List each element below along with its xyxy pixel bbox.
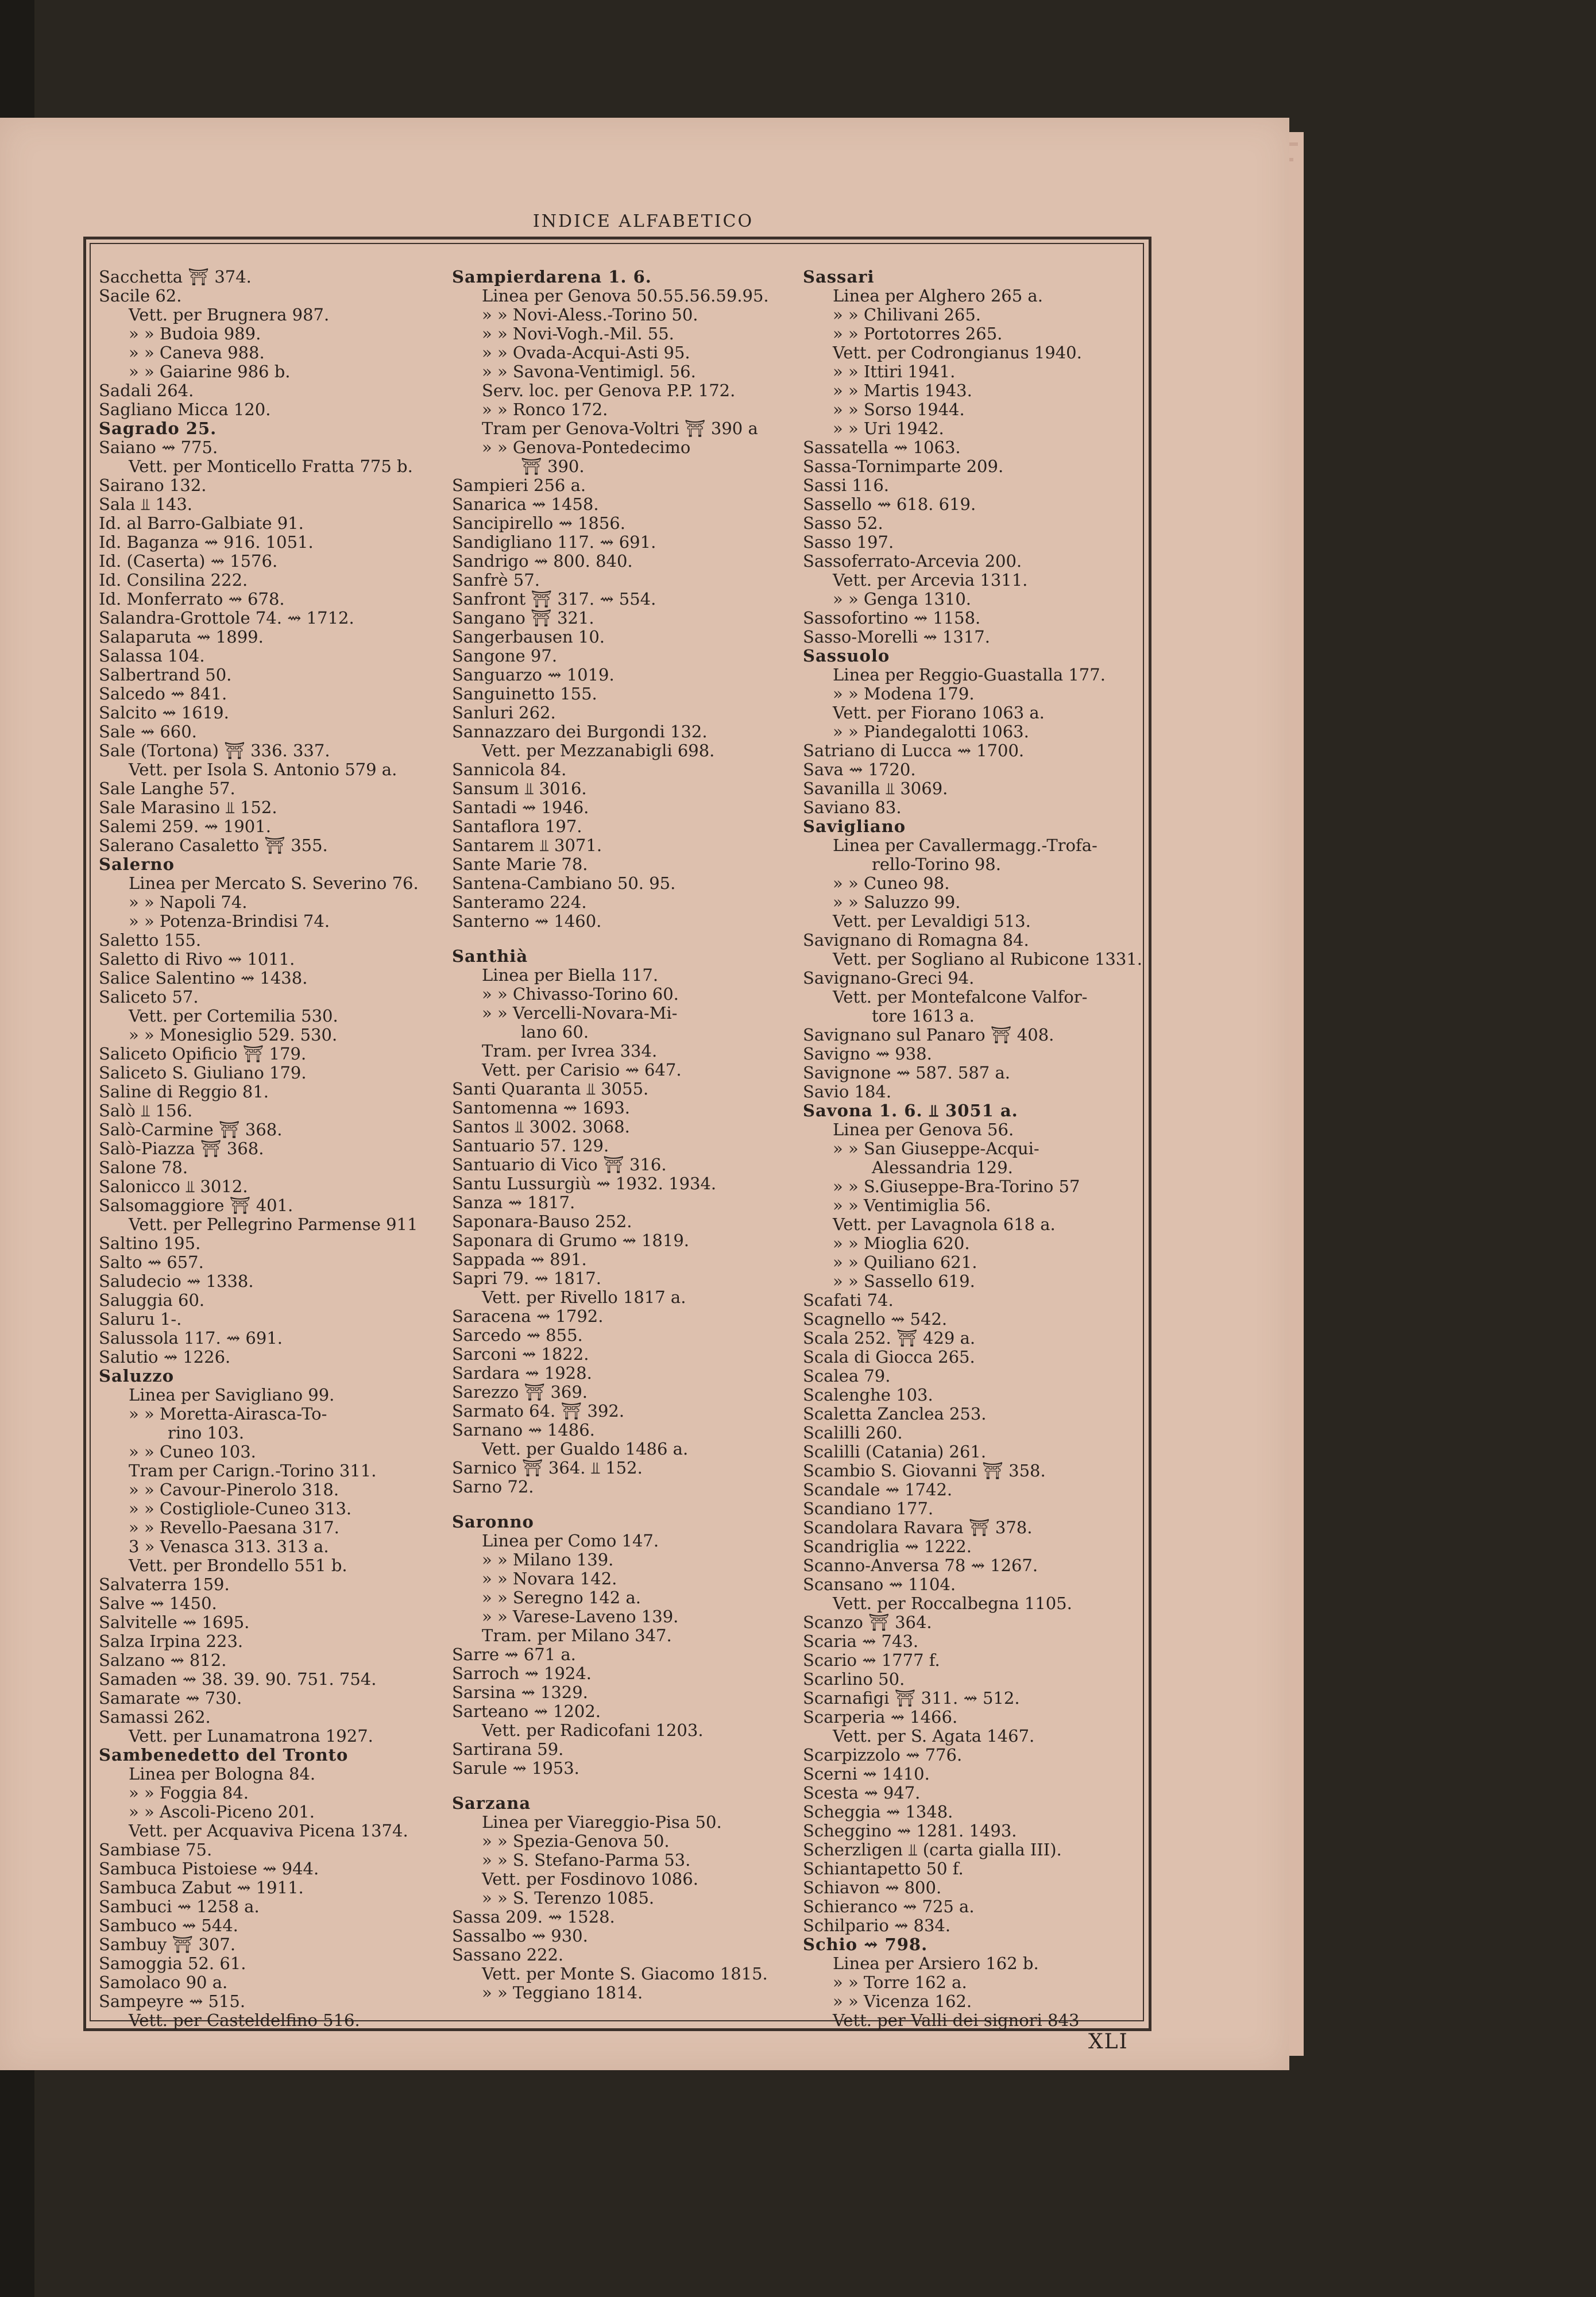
index-entry: » » Foggia 84. <box>129 1783 249 1803</box>
index-entry: » » Cuneo 98. <box>833 873 950 893</box>
index-entry: Sava ⇝ 1720. <box>803 760 916 779</box>
index-entry: Vett. per Sogliano al Rubicone 1331. <box>833 949 1142 969</box>
index-entry: Sale Langhe 57. <box>99 779 235 798</box>
index-entry: Linea per Cavallermagg.-Trofa- <box>833 836 1098 855</box>
index-entry: Salò-Carmine ⛩ 368. <box>99 1120 283 1139</box>
index-entry: » » Seregno 142 a. <box>482 1588 641 1607</box>
index-heading: Sambenedetto del Tronto <box>99 1745 349 1765</box>
index-entry: Scandolara Ravara ⛩ 378. <box>803 1518 1033 1537</box>
index-entry: Scanzo ⛩ 364. <box>803 1612 932 1632</box>
index-entry: Vett. per Roccalbegna 1105. <box>833 1594 1072 1613</box>
page-header: INDICE ALFABETICO <box>532 211 754 231</box>
index-entry: Schieranco ⇝ 725 a. <box>803 1897 975 1916</box>
index-entry: Serv. loc. per Genova P.P. 172. <box>482 381 736 400</box>
index-entry: Salvaterra 159. <box>99 1575 230 1594</box>
index-entry: Sarteano ⇝ 1202. <box>452 1702 601 1721</box>
index-entry: Satriano di Lucca ⇝ 1700. <box>803 741 1025 760</box>
index-entry: » » Savona-Ventimigl. 56. <box>482 362 696 381</box>
index-entry: Id. Consilina 222. <box>99 570 248 590</box>
index-entry: Schilpario ⇝ 834. <box>803 1916 951 1935</box>
index-entry: Sarno 72. <box>452 1477 534 1496</box>
index-entry: Saltino 195. <box>99 1233 201 1253</box>
index-entry: Linea per Viareggio-Pisa 50. <box>482 1812 722 1832</box>
index-column-2 <box>452 268 802 2002</box>
index-entry: Vett. per Casteldelfino 516. <box>129 2010 360 2030</box>
index-entry: Salussola 117. ⇝ 691. <box>99 1328 283 1348</box>
index-entry: Salve ⇝ 1450. <box>99 1594 217 1613</box>
index-entry: Santi Quaranta ⫫ 3055. <box>452 1079 649 1099</box>
index-entry: Scerni ⇝ 1410. <box>803 1764 930 1784</box>
index-entry: Scanno-Anversa 78 ⇝ 1267. <box>803 1556 1038 1575</box>
index-entry: Scandale ⇝ 1742. <box>803 1480 953 1499</box>
index-entry: Linea per Bologna 84. <box>129 1764 316 1784</box>
index-entry: Sancipirello ⇝ 1856. <box>452 513 625 533</box>
index-entry: Sarule ⇝ 1953. <box>452 1758 579 1778</box>
spacer <box>452 1778 802 1794</box>
index-entry: Santadi ⇝ 1946. <box>452 798 589 817</box>
index-heading: Savona 1. 6. ⫫ 3051 a. <box>803 1101 1018 1120</box>
index-entry: Santena-Cambiano 50. 95. <box>452 873 676 893</box>
index-entry: » » Costigliole-Cuneo 313. <box>129 1499 352 1518</box>
index-entry: Santuario 57. 129. <box>452 1136 609 1155</box>
index-entry: Sasso-Morelli ⇝ 1317. <box>803 627 990 647</box>
index-entry: Sambuy ⛩ 307. <box>99 1935 236 1954</box>
index-entry: Sassalbo ⇝ 930. <box>452 1926 588 1946</box>
index-entry: Scafati 74. <box>803 1290 894 1310</box>
index-entry: » » Modena 179. <box>833 684 975 703</box>
index-entry: » » Novi-Aless.-Torino 50. <box>482 305 698 324</box>
index-entry: Sarmato 64. ⛩ 392. <box>452 1401 625 1421</box>
index-entry: Vett. per Fosdinovo 1086. <box>482 1869 698 1889</box>
index-entry: Saluru 1-. <box>99 1309 182 1329</box>
index-entry: Santaflora 197. <box>452 817 582 836</box>
index-entry: Sassa 209. ⇝ 1528. <box>452 1907 615 1927</box>
index-entry: Santerno ⇝ 1460. <box>452 911 602 931</box>
index-entry: Samaden ⇝ 38. 39. 90. 751. 754. <box>99 1669 377 1689</box>
index-entry: Scalea 79. <box>803 1366 891 1386</box>
index-entry: Vett. per Monte S. Giacomo 1815. <box>482 1964 768 1983</box>
index-entry: Sadali 264. <box>99 381 194 400</box>
index-entry: Sanguinetto 155. <box>452 684 597 703</box>
index-entry: Id. Monferrato ⇝ 678. <box>99 589 285 609</box>
index-entry: Savigno ⇝ 938. <box>803 1044 932 1064</box>
index-entry: Tram. per Ivrea 334. <box>482 1041 658 1061</box>
index-entry: Santos ⫫ 3002. 3068. <box>452 1117 630 1136</box>
index-entry: » » Uri 1942. <box>833 419 944 438</box>
index-entry: Vett. per Mezzanabigli 698. <box>482 741 715 760</box>
index-entry: » » Sorso 1944. <box>833 400 965 419</box>
index-entry: » » Cavour-Pinerolo 318. <box>129 1480 339 1499</box>
index-entry: » » Gaiarine 986 b. <box>129 362 291 381</box>
index-entry: Saracena ⇝ 1792. <box>452 1306 604 1326</box>
index-entry: Linea per Savigliano 99. <box>129 1385 335 1405</box>
index-entry: Vett. per Brugnera 987. <box>129 305 330 324</box>
index-entry: Scesta ⇝ 947. <box>803 1783 921 1803</box>
index-entry: Sanza ⇝ 1817. <box>452 1193 575 1212</box>
index-entry: » » S.Giuseppe-Bra-Torino 57 <box>833 1177 1080 1196</box>
index-entry: Vett. per Lunamatrona 1927. <box>129 1726 373 1746</box>
index-entry: » » Milano 139. <box>482 1550 614 1569</box>
index-entry: Sanluri 262. <box>452 703 556 722</box>
index-heading: Saluzzo <box>99 1366 175 1386</box>
index-entry: Linea per Alghero 265 a. <box>833 286 1043 306</box>
index-entry: Sarroch ⇝ 1924. <box>452 1664 592 1683</box>
index-entry: Vett. per Lavagnola 618 a. <box>833 1215 1056 1234</box>
index-entry: » » Ronco 172. <box>482 400 608 419</box>
index-entry: Linea per Biella 117. <box>482 965 659 985</box>
index-entry: Vett. per S. Agata 1467. <box>833 1726 1035 1746</box>
index-entry: Saliceto 57. <box>99 987 199 1007</box>
index-entry: Scarpizzolo ⇝ 776. <box>803 1745 963 1765</box>
index-entry: » » Chilivani 265. <box>833 305 981 324</box>
index-entry: Salza Irpina 223. <box>99 1631 244 1651</box>
index-entry: Scarperia ⇝ 1466. <box>803 1707 958 1727</box>
index-entry: » » Ovada-Acqui-Asti 95. <box>482 343 690 362</box>
index-entry: Sairano 132. <box>99 475 207 495</box>
index-entry: » » Vicenza 162. <box>833 1991 972 2011</box>
index-entry: » » Genova-Pontedecimo <box>482 438 691 457</box>
index-entry: Sasso 52. <box>803 513 883 533</box>
index-entry: Sarconi ⇝ 1822. <box>452 1344 589 1364</box>
index-entry: Sapri 79. ⇝ 1817. <box>452 1269 601 1288</box>
index-entry: Linea per Reggio-Guastalla 177. <box>833 665 1106 685</box>
index-heading: Schio ⇝ 798. <box>803 1935 928 1954</box>
index-entry: Savignano-Greci 94. <box>803 968 975 988</box>
index-entry: Sarnano ⇝ 1486. <box>452 1420 595 1440</box>
index-entry: tore 1613 a. <box>872 1006 975 1026</box>
index-entry: » » Napoli 74. <box>129 892 248 912</box>
index-heading: Saronno <box>452 1512 534 1532</box>
index-entry: Schiantapetto 50 f. <box>803 1859 964 1878</box>
index-entry: Sardara ⇝ 1928. <box>452 1363 592 1383</box>
index-entry: Sambuci ⇝ 1258 a. <box>99 1897 260 1916</box>
index-entry: Scandriglia ⇝ 1222. <box>803 1537 972 1556</box>
index-entry: Alessandria 129. <box>872 1158 1013 1177</box>
index-entry: » » Spezia-Genova 50. <box>482 1831 670 1851</box>
index-entry: Scario ⇝ 1777 f. <box>803 1650 940 1670</box>
index-entry: Sarsina ⇝ 1329. <box>452 1683 588 1702</box>
index-entry: Salbertrand 50. <box>99 665 232 685</box>
index-entry: Id. al Barro-Galbiate 91. <box>99 513 304 533</box>
index-heading: Sassuolo <box>803 646 890 666</box>
index-entry: Scagnello ⇝ 542. <box>803 1309 948 1329</box>
index-entry: Linea per Mercato S. Severino 76. <box>129 873 419 893</box>
index-entry: » » Genga 1310. <box>833 589 972 609</box>
index-entry: » » Torre 162 a. <box>833 1973 967 1992</box>
index-entry: Sarcedo ⇝ 855. <box>452 1325 583 1345</box>
index-column-3 <box>803 268 1153 2030</box>
index-entry: » » Portotorres 265. <box>833 324 1003 343</box>
index-entry: Vett. per Gualdo 1486 a. <box>482 1439 689 1459</box>
index-entry: Linea per Genova 50.55.56.59.95. <box>482 286 769 306</box>
index-entry: Vett. per Levaldigi 513. <box>833 911 1031 931</box>
index-entry: Tram per Genova-Voltri ⛩ 390 a <box>482 419 758 438</box>
index-entry: Salutio ⇝ 1226. <box>99 1347 231 1367</box>
index-entry: Sansum ⫫ 3016. <box>452 779 587 798</box>
index-entry: Sandigliano 117. ⇝ 691. <box>452 532 656 552</box>
index-entry: Vett. per Codrongianus 1940. <box>833 343 1082 362</box>
index-entry: » » Vercelli-Novara-Mi- <box>482 1003 678 1023</box>
index-entry: Sangano ⛩ 321. <box>452 608 594 628</box>
index-entry: » » Chivasso-Torino 60. <box>482 984 679 1004</box>
spacer <box>452 931 802 947</box>
index-entry: Samolaco 90 a. <box>99 1973 228 1992</box>
index-entry: » » Quiliano 621. <box>833 1252 977 1272</box>
index-entry: Vett. per Brondello 551 b. <box>129 1556 347 1575</box>
index-entry: Sassello ⇝ 618. 619. <box>803 494 976 514</box>
index-entry: Vett. per Cortemilia 530. <box>129 1006 338 1026</box>
index-column-1 <box>99 268 449 2030</box>
index-entry: » » S. Stefano-Parma 53. <box>482 1850 691 1870</box>
index-entry: Sangerbausen 10. <box>452 627 605 647</box>
index-entry: Salzano ⇝ 812. <box>99 1650 227 1670</box>
index-entry: Saludecio ⇝ 1338. <box>99 1271 254 1291</box>
index-entry: Sassofortino ⇝ 1158. <box>803 608 981 628</box>
index-entry: rello-Torino 98. <box>872 854 1001 874</box>
index-entry: Saluggia 60. <box>99 1290 205 1310</box>
index-entry: Santu Lussurgiù ⇝ 1932. 1934. <box>452 1174 717 1193</box>
index-entry: Salaparuta ⇝ 1899. <box>99 627 264 647</box>
index-entry: Sambiase 75. <box>99 1840 212 1859</box>
index-entry: Scala di Giocca 265. <box>803 1347 975 1367</box>
index-entry: Saviano 83. <box>803 798 902 817</box>
index-entry: Sanguarzo ⇝ 1019. <box>452 665 615 685</box>
index-entry: » » S. Terenzo 1085. <box>482 1888 655 1908</box>
index-entry: Sasso 197. <box>803 532 894 552</box>
index-entry: » » Ascoli-Piceno 201. <box>129 1802 315 1822</box>
index-entry: Salonicco ⫫ 3012. <box>99 1177 248 1196</box>
index-entry: Sale Marasino ⫫ 152. <box>99 798 277 817</box>
index-entry: Scarlino 50. <box>803 1669 905 1689</box>
index-entry: Sandrigo ⇝ 800. 840. <box>452 551 633 571</box>
index-entry: Id. (Caserta) ⇝ 1576. <box>99 551 278 571</box>
index-entry: ⛩ 390. <box>521 457 585 476</box>
index-entry: Santeramo 224. <box>452 892 587 912</box>
index-entry: » » Monesiglio 529. 530. <box>129 1025 338 1045</box>
index-entry: » » San Giuseppe-Acqui- <box>833 1139 1039 1158</box>
index-entry: Scaria ⇝ 743. <box>803 1631 919 1651</box>
index-entry: Saiano ⇝ 775. <box>99 438 218 457</box>
index-entry: Samassi 262. <box>99 1707 211 1727</box>
index-entry: rino 103. <box>168 1423 245 1443</box>
index-entry: 3 » Venasca 313. 313 a. <box>129 1537 329 1556</box>
index-entry: Salcedo ⇝ 841. <box>99 684 227 703</box>
index-entry: Sanarica ⇝ 1458. <box>452 494 599 514</box>
index-entry: » » Ittiri 1941. <box>833 362 956 381</box>
index-heading: Savigliano <box>803 817 906 836</box>
index-entry: Scambio S. Giovanni ⛩ 358. <box>803 1461 1046 1480</box>
index-entry: Sale ⇝ 660. <box>99 722 197 741</box>
index-entry: Sannicola 84. <box>452 760 567 779</box>
index-entry: Salerano Casaletto ⛩ 355. <box>99 836 328 855</box>
index-entry: Salassa 104. <box>99 646 205 666</box>
index-entry: Salvitelle ⇝ 1695. <box>99 1612 250 1632</box>
index-entry: Linea per Arsiero 162 b. <box>833 1954 1039 1973</box>
index-entry: » » Martis 1943. <box>833 381 972 400</box>
index-entry: Sanfront ⛩ 317. ⇝ 554. <box>452 589 656 609</box>
index-entry: Id. Baganza ⇝ 916. 1051. <box>99 532 314 552</box>
index-entry: Saponara di Grumo ⇝ 1819. <box>452 1231 689 1250</box>
index-entry: Vett. per Pellegrino Parmense 911 <box>129 1215 418 1234</box>
index-entry: » » Mioglia 620. <box>833 1233 970 1253</box>
index-entry: » » Sassello 619. <box>833 1271 975 1291</box>
index-heading: Sampierdarena 1. 6. <box>452 267 652 287</box>
index-entry: Samarate ⇝ 730. <box>99 1688 242 1708</box>
index-entry: Sambuco ⇝ 544. <box>99 1916 238 1935</box>
index-entry: Sambuca Zabut ⇝ 1911. <box>99 1878 304 1897</box>
index-entry: Vett. per Fiorano 1063 a. <box>833 703 1045 722</box>
index-entry: » » Cuneo 103. <box>129 1442 256 1461</box>
index-entry: » » Budoia 989. <box>129 324 261 343</box>
index-heading: Sassari <box>803 267 875 287</box>
index-entry: Scheggia ⇝ 1348. <box>803 1802 953 1822</box>
page-number: XLI <box>1088 2030 1129 2054</box>
index-entry: Saletto 155. <box>99 930 202 950</box>
index-entry: Sartirana 59. <box>452 1739 564 1759</box>
index-entry: Salsomaggiore ⛩ 401. <box>99 1196 293 1215</box>
index-entry: Tram per Carign.-Torino 311. <box>129 1461 377 1480</box>
index-entry: Vett. per Acquaviva Picena 1374. <box>129 1821 408 1840</box>
index-entry: Samoggia 52. 61. <box>99 1954 246 1973</box>
index-heading: Salerno <box>99 854 175 874</box>
index-entry: Santuario di Vico ⛩ 316. <box>452 1155 667 1174</box>
index-entry: Salandra-Grottole 74. ⇝ 1712. <box>99 608 354 628</box>
index-entry: » » Revello-Paesana 317. <box>129 1518 339 1537</box>
index-entry: Scala 252. ⛩ 429 a. <box>803 1328 976 1348</box>
index-entry: Sassano 222. <box>452 1945 564 1965</box>
index-entry: Sassoferrato-Arcevia 200. <box>803 551 1022 571</box>
index-entry: Saline di Reggio 81. <box>99 1082 269 1101</box>
index-entry: Scherzligen ⫫ (carta gialla III). <box>803 1840 1062 1859</box>
index-entry: » » Caneva 988. <box>129 343 265 362</box>
index-entry: Sacchetta ⛩ 374. <box>99 267 252 287</box>
index-entry: Sassa-Tornimparte 209. <box>803 457 1004 476</box>
index-entry: Scaletta Zanclea 253. <box>803 1404 987 1424</box>
index-entry: Linea per Como 147. <box>482 1531 659 1550</box>
index-entry: Sarnico ⛩ 364. ⫫ 152. <box>452 1458 643 1478</box>
index-entry: Salemi 259. ⇝ 1901. <box>99 817 271 836</box>
index-entry: Sassi 116. <box>803 475 889 495</box>
index-entry: Sala ⫫ 143. <box>99 494 193 514</box>
index-heading: Sarzana <box>452 1793 531 1813</box>
index-entry: Sacile 62. <box>99 286 182 306</box>
index-entry: Sampeyre ⇝ 515. <box>99 1991 246 2011</box>
index-entry: Sagliano Micca 120. <box>99 400 271 419</box>
index-entry: Sassatella ⇝ 1063. <box>803 438 961 457</box>
index-entry: Sante Marie 78. <box>452 854 588 874</box>
index-heading: Sagrado 25. <box>99 419 217 438</box>
index-entry: Vett. per Carisio ⇝ 647. <box>482 1060 682 1080</box>
index-entry: Vett. per Rivello 1817 a. <box>482 1287 686 1307</box>
index-entry: Santarem ⫫ 3071. <box>452 836 602 855</box>
index-entry: Savanilla ⫫ 3069. <box>803 779 948 798</box>
index-entry: Savio 184. <box>803 1082 892 1101</box>
index-entry: Salò ⫫ 156. <box>99 1101 193 1120</box>
index-heading: Santhià <box>452 946 528 966</box>
index-entry: Savignano sul Panaro ⛩ 408. <box>803 1025 1054 1045</box>
index-entry: Vett. per Radicofani 1203. <box>482 1720 704 1740</box>
index-entry: » » Saluzzo 99. <box>833 892 961 912</box>
index-entry: lano 60. <box>521 1022 589 1042</box>
index-entry: » » Ventimiglia 56. <box>833 1196 991 1215</box>
index-entry: Salice Salentino ⇝ 1438. <box>99 968 308 988</box>
index-entry: Salò-Piazza ⛩ 368. <box>99 1139 264 1158</box>
index-entry: Sangone 97. <box>452 646 558 666</box>
spacer <box>452 1496 802 1513</box>
index-entry: Scalilli (Catania) 261. <box>803 1442 987 1461</box>
index-entry: Linea per Genova 56. <box>833 1120 1014 1139</box>
index-entry: Sarre ⇝ 671 a. <box>452 1645 576 1664</box>
index-entry: Saliceto S. Giuliano 179. <box>99 1063 307 1082</box>
index-entry: Scheggino ⇝ 1281. 1493. <box>803 1821 1017 1840</box>
index-entry: Sampieri 256 a. <box>452 475 586 495</box>
index-entry: Vett. per Valli dei signori 843 <box>833 2010 1080 2030</box>
index-entry: Scandiano 177. <box>803 1499 934 1518</box>
index-entry: Saletto di Rivo ⇝ 1011. <box>99 949 295 969</box>
index-entry: Sale (Tortona) ⛩ 336. 337. <box>99 741 330 760</box>
index-entry: » » Novi-Vogh.-Mil. 55. <box>482 324 674 343</box>
index-entry: Schiavon ⇝ 800. <box>803 1878 942 1897</box>
index-entry: Scalenghe 103. <box>803 1385 933 1405</box>
index-entry: » » Teggiano 1814. <box>482 1983 643 2002</box>
index-entry: » » Piandegalotti 1063. <box>833 722 1029 741</box>
index-entry: Vett. per Isola S. Antonio 579 a. <box>129 760 397 779</box>
index-entry: Scarnafigi ⛩ 311. ⇝ 512. <box>803 1688 1020 1708</box>
index-entry: Vett. per Montefalcone Valfor- <box>833 987 1088 1007</box>
index-entry: Saliceto Opificio ⛩ 179. <box>99 1044 307 1064</box>
index-entry: » » Varese-Laveno 139. <box>482 1607 679 1626</box>
index-entry: Vett. per Arcevia 1311. <box>833 570 1028 590</box>
index-entry: Saponara-Bauso 252. <box>452 1212 632 1231</box>
index-entry: Savignone ⇝ 587. 587 a. <box>803 1063 1010 1082</box>
index-entry: Scalilli 260. <box>803 1423 903 1443</box>
index-entry: Sanfrè 57. <box>452 570 540 590</box>
index-entry: Tram. per Milano 347. <box>482 1626 672 1645</box>
index-entry: Sarezzo ⛩ 369. <box>452 1382 588 1402</box>
index-entry: Sappada ⇝ 891. <box>452 1250 587 1269</box>
index-entry: » » Novara 142. <box>482 1569 617 1588</box>
index-entry: Salto ⇝ 657. <box>99 1252 204 1272</box>
index-entry: Salone 78. <box>99 1158 188 1177</box>
index-entry: Salcito ⇝ 1619. <box>99 703 229 722</box>
index-entry: Savignano di Romagna 84. <box>803 930 1029 950</box>
index-entry: » » Moretta-Airasca-To- <box>129 1404 327 1424</box>
index-entry: Sannazzaro dei Burgondi 132. <box>452 722 708 741</box>
index-entry: Vett. per Monticello Fratta 775 b. <box>129 457 413 476</box>
index-entry: Sambuca Pistoiese ⇝ 944. <box>99 1859 319 1878</box>
index-entry: Santomenna ⇝ 1693. <box>452 1098 631 1117</box>
index-entry: Scansano ⇝ 1104. <box>803 1575 956 1594</box>
index-entry: » » Potenza-Brindisi 74. <box>129 911 330 931</box>
